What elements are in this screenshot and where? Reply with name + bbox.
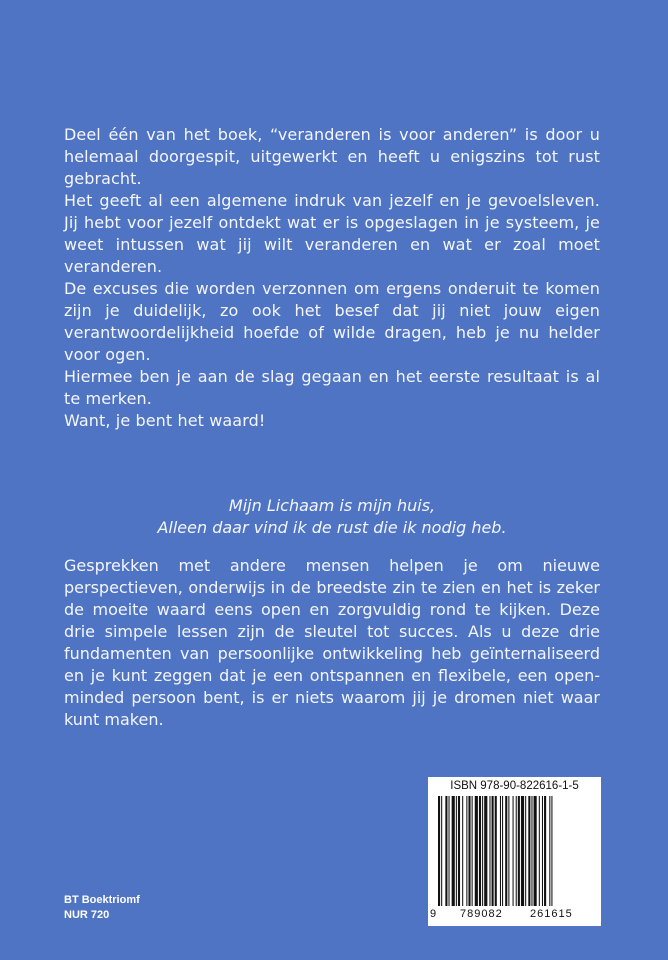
barcode-bar [495, 796, 497, 906]
barcode-bar [475, 796, 478, 906]
barcode-bar [518, 796, 520, 906]
barcode-bar [445, 796, 447, 906]
barcode-bar [441, 796, 442, 906]
ean-digits-left: 789082 [460, 908, 503, 920]
barcode-bar [479, 796, 481, 906]
barcode-bar [505, 796, 507, 906]
intro-paragraph-1: Deel één van het boek, “veranderen is voor anderen” is door u helemaal doorgespit, uitgewerkt en heeft u enigszins tot rust gebracht. [64, 125, 600, 188]
barcode-bar [484, 796, 487, 906]
isbn-label: ISBN 978-90-822616-1-5 [450, 780, 579, 792]
publisher-name: BT Boektriomf [64, 894, 140, 906]
publisher-info [64, 893, 140, 923]
barcode-bar [462, 796, 463, 906]
barcode-bar [531, 796, 532, 906]
intro-paragraph-5: Want, je bent het waard! [64, 411, 266, 430]
intro-paragraph-4: Hiermee ben je aan de slag gegaan en het eerste resultaat is al te merken. [64, 367, 600, 408]
ean-digits-right: 261615 [530, 908, 573, 920]
barcode-bar [549, 796, 550, 906]
intro-paragraph-2: Het geeft al een algemene indruk van jezelf en je gevoelsleven. Jij hebt voor jezelf ontdekt wat er is opgeslagen in je systeem, je weet intussen wat jij wilt veranderen en wat er zoal moet veranderen. [64, 191, 600, 276]
barcode-bar [456, 796, 457, 906]
barcode-bar [438, 796, 440, 906]
barcode-bar [468, 796, 470, 906]
quote-line-1: Mijn Lichaam is mijn huis, [228, 496, 436, 515]
barcode-bar [466, 796, 467, 906]
barcode-bar [544, 796, 546, 906]
barcode-bar [489, 796, 490, 906]
barcode-bar [452, 796, 455, 906]
barcode-bar [534, 796, 537, 906]
ean-digits [428, 908, 601, 924]
barcode-bar [502, 796, 503, 906]
barcode-bar [458, 796, 460, 906]
barcode-bar [492, 796, 494, 906]
intro-paragraph-3: De excuses die worden verzonnen om ergens onderuit te komen zijn je duidelijk, zo ook het besef dat jij niet jouw eigen verantwoordelijkheid hoefde of wilde dragen, heb je nu helder voor ogen. [64, 279, 600, 364]
outro-text [64, 555, 600, 731]
outro-paragraph-1: Gesprekken met andere mensen helpen je om nieuwe perspectieven, onderwijs in de breedste zin te zien en het is zeker de moeite waard eens open en zorgvuldig rond te kijken. Deze drie simpele lessen zijn de sleutel tot succes. Als u deze drie fundamenten van persoonlijke ontwikkeling heb geïnternaliseerd en je kunt zeggen dat je een ontspannen en flexibele, een open-minded persoon bent, is er niets waarom jij je dromen niet waar kunt maken. [64, 556, 600, 729]
barcode-bar [539, 796, 540, 906]
barcode-bars [438, 796, 591, 910]
barcode-bar [472, 796, 473, 906]
barcode-bar [525, 796, 526, 906]
barcode-bar [449, 796, 450, 906]
barcode-bar [542, 796, 543, 906]
nur-code: NUR 720 [64, 909, 110, 921]
barcode-bar [516, 796, 517, 906]
barcode-bar [551, 796, 552, 906]
isbn-barcode [428, 777, 601, 926]
barcode-bar [521, 796, 524, 906]
barcode-bar [500, 796, 501, 906]
barcode-bar [482, 796, 483, 906]
intro-text [64, 124, 600, 432]
barcode-bar [508, 796, 509, 906]
ean-digit-lead: 9 [430, 908, 437, 920]
barcode-bar [528, 796, 530, 906]
quote [64, 495, 600, 539]
quote-line-2: Alleen daar vind ik de rust die ik nodig heb. [157, 518, 507, 537]
barcode-bar [513, 796, 514, 906]
